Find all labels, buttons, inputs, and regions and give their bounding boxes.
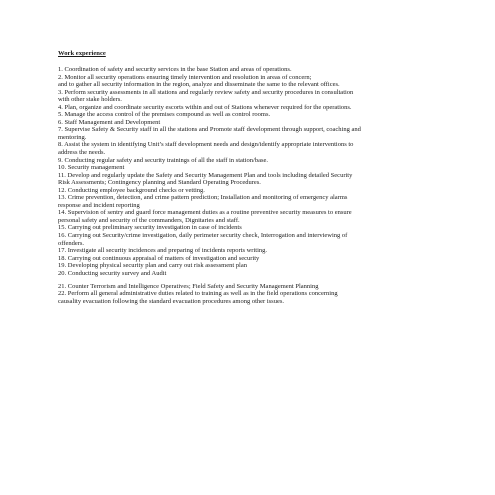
list-line: 15. Carrying out preliminary security investigation in case of incidents [58,224,242,232]
list-line: with other stake holders. [58,96,122,104]
list-line: 11. Develop and regularly update the Safety and Security Management Plan and tools including detailed Security [58,171,353,179]
list-line: response and incident reporting [58,201,140,209]
list-line: 14. Supervision of sentry and guard force management duties as a routine preventive security measures to ensure [58,209,352,217]
list-line: 21. Counter Terrorism and Intelligence Operatives; Field Safety and Security Management Planning [58,282,319,290]
list-line: and to gather all security information in the region, analyze and disseminate the same to the relevant offices. [58,81,340,89]
list-line: 1. Coordination of safety and security services in the base Station and areas of operations. [58,66,292,73]
work-experience-list [58,66,428,305]
list-line: 4. Plan, organize and coordinate security escorts within and out of Stations whenever required for the operations. [58,103,352,111]
list-line: address the needs. [58,149,106,157]
list-line: causality evacuation following the standard evacuation procedures among other issues. [58,297,284,305]
list-line: 6. Staff Management and Development [58,118,161,126]
list-line: 3. Perform security assessments in all stations and regularly review safety and security procedures in consultation [58,88,354,96]
section-heading: Work experience [58,50,106,57]
list-line: 2. Monitor all security operations ensuring timely intervention and resolution in areas of concern; [58,73,312,81]
list-line: 7. Supervise Safety & Security staff in all the stations and Promote staff development through support, coaching and [58,126,361,134]
list-line: Risk Assessments; Contingency planning and Standard Operating Procedures. [58,179,261,187]
list-line: personal safety and security of the commanders, Dignitaries and staff. [58,216,240,224]
list-line: mentoring. [58,133,87,141]
list-line: 16. Carrying out Security/crime investigation, daily perimeter security check, Interrogation and interviewing of [58,232,348,240]
list-line: 5. Manage the access control of the premises compound as well as control rooms. [58,111,271,119]
list-line: 17. Investigate all security incidences and preparing of incidents reports writing. [58,247,268,255]
list-line: 9. Conducting regular safety and security trainings of all the staff in station/base. [58,156,268,164]
list-line: 20. Conducting security survey and Audit [58,269,167,277]
list-line: 13. Crime prevention, detection, and crime pattern prediction; Installation and monitoring of emergency alarms [58,194,348,202]
list-line: offenders. [58,239,85,247]
list-line: 18. Carrying out continuous appraisal of matters of investigation and security [58,254,260,262]
list-line: 22. Perform all general administrative duties related to training as well as in the field operations concerning [58,290,338,298]
list-line: 19. Developing physical security plan and carry out risk assessment plan [58,262,247,270]
list-line: 8. Assist the system in identifying Unit’s staff development needs and design/identify appropriate interventions to [58,141,354,149]
list-line: 12. Conducting employee background checks or vetting. [58,186,205,194]
list-line: 10. Security management [58,164,125,172]
